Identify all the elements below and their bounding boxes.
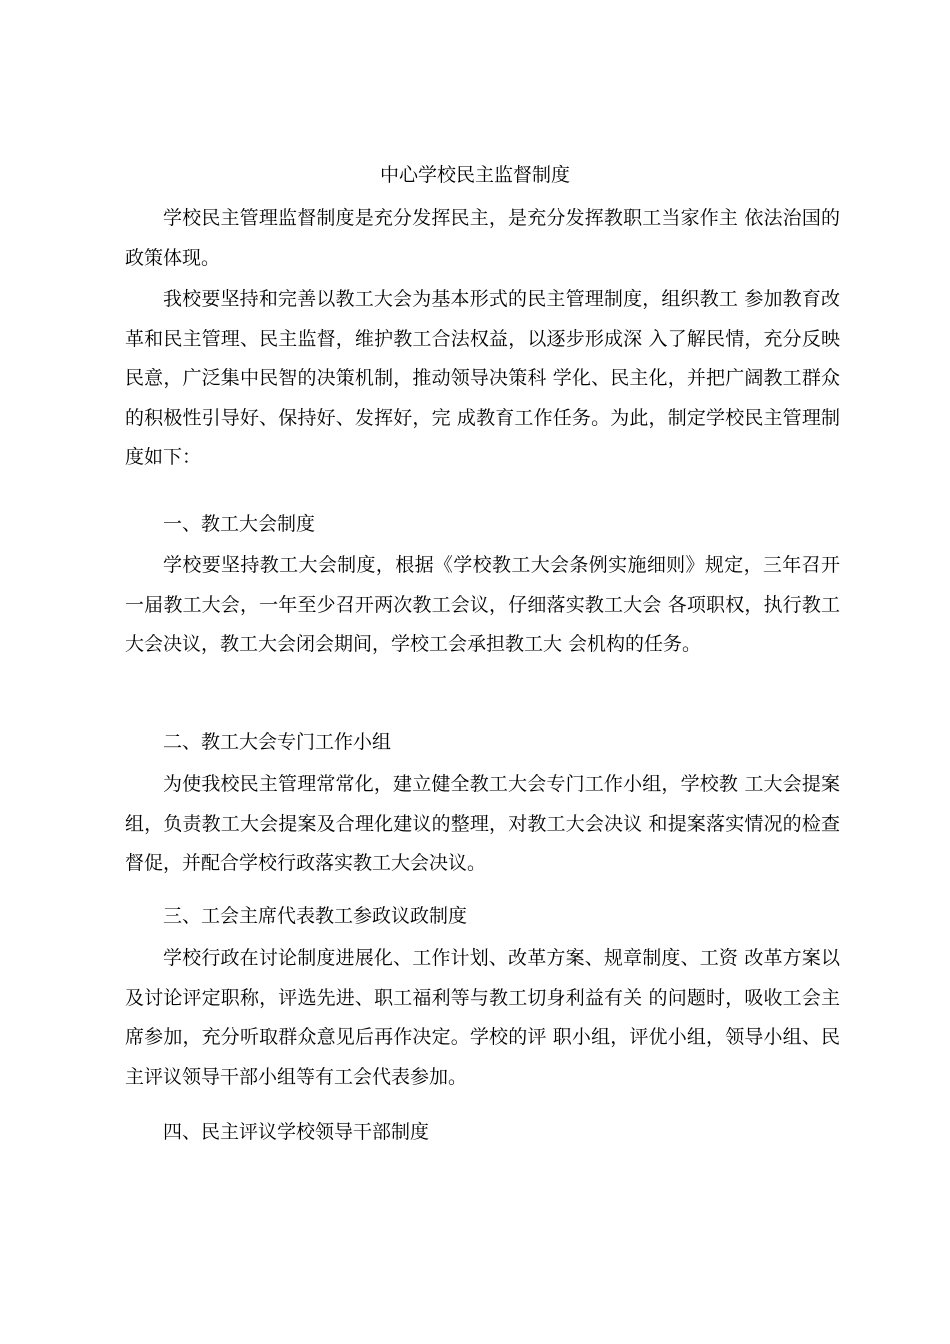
- section-heading-4: 四、民主评议学校领导干部制度: [163, 1121, 430, 1143]
- document-title: 中心学校民主监督制度: [379, 164, 570, 186]
- section-heading-3: 三、工会主席代表教工参政议政制度: [163, 905, 468, 927]
- paragraph-purpose: 我校要坚持和完善以教工大会为基本形式的民主管理制度，组织教工 参加教育改革和民主管理、民主监督，维护教工合法权益，以逐步形成深 入了解民情，充分反映民意，广泛集中民智的决策机制，推动领导决策科 学化、民主化，并把广阔教工群众的积极性引导好、保持好、发挥好，完 成教育工作任务。为此，制定学校民主管理制度如下：: [125, 288, 840, 468]
- section-heading-1: 一、教工大会制度: [163, 513, 316, 535]
- paragraph-section-1: 学校要坚持教工大会制度，根据《学校教工大会条例实施细则》规定，三年召开一届教工大会，一年至少召开两次教工会议，仔细落实教工大会 各项职权，执行教工大会决议，教工大会闭会期间，学校工会承担教工大 会机构的任务。: [125, 554, 840, 655]
- section-heading-2: 二、教工大会专门工作小组: [163, 731, 392, 753]
- paragraph-intro: 学校民主管理监督制度是充分发挥民主，是充分发挥教职工当家作主 依法治国的政策体现。: [125, 207, 840, 269]
- paragraph-section-3: 学校行政在讨论制度进展化、工作计划、改革方案、规章制度、工资 改革方案以及讨论评定职称，评选先进、职工福利等与教工切身利益有关 的问题时，吸收工会主席参加，充分听取群众意见后再作决定。学校的评 职小组，评优小组，领导小组、民主评议领导干部小组等有工会代表参加。: [125, 947, 840, 1088]
- paragraph-section-2: 为使我校民主管理常常化，建立健全教工大会专门工作小组，学校教 工大会提案组，负责教工大会提案及合理化建议的整理，对教工大会决议 和提案落实情况的检查督促，并配合学校行政落实教工大会决议。: [125, 773, 840, 874]
